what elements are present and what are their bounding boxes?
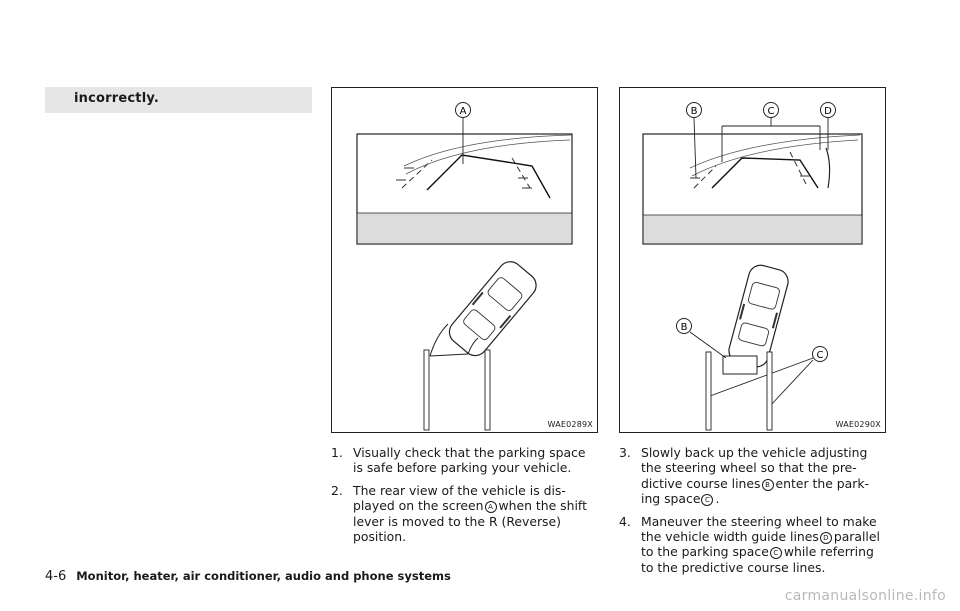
figure-a-illustration — [332, 88, 597, 432]
svg-text:B: B — [680, 322, 688, 333]
svg-text:D: D — [824, 106, 832, 117]
svg-text:C: C — [816, 350, 824, 361]
figure-rear-view-screen — [331, 87, 598, 433]
steps-list-right — [619, 445, 887, 582]
svg-text:A: A — [459, 106, 467, 117]
svg-text:B: B — [690, 106, 698, 117]
step-text: when the shift lever is moved to the R (Reverse) position. — [353, 498, 587, 545]
svg-text:C: C — [767, 106, 775, 117]
step-number: 2. — [331, 482, 343, 498]
callout-badge: B — [762, 479, 774, 491]
step-4 — [619, 514, 887, 576]
callout-badge: C — [770, 547, 782, 559]
steps-list-left — [331, 445, 599, 551]
step-number: 1. — [331, 445, 343, 460]
step-1 — [331, 445, 599, 476]
figure-course-lines — [619, 87, 886, 433]
figure-code: WAE0289X — [547, 420, 593, 429]
figure-b-illustration — [620, 88, 885, 432]
step-3 — [619, 445, 887, 507]
step-text: enter the park- ing space — [641, 475, 869, 507]
step-text: Slowly back up the vehicle adjusting the steering wheel so that the pre- dictive course lines — [641, 445, 868, 491]
step-text: Visually check that the parking space is safe before parking your vehicle. — [353, 445, 586, 476]
step-text: parallel to the parking space — [641, 529, 880, 560]
step-text: Maneuver the steering wheel to make the vehicle width guide lines — [641, 513, 877, 545]
callout-badge: C — [701, 494, 713, 506]
figure-code: WAE0290X — [835, 420, 881, 429]
step-text: while referring to the predictive course lines. — [641, 544, 874, 575]
continuation-text: incorrectly. — [74, 91, 159, 106]
step-number: 3. — [619, 445, 631, 460]
step-2 — [331, 483, 599, 545]
page-number: 4-6 — [45, 569, 67, 584]
step-text: . — [715, 491, 720, 507]
callout-badge: D — [820, 532, 832, 544]
section-title: Monitor, heater, air conditioner, audio and phone systems — [76, 569, 451, 583]
callout-badge: A — [485, 501, 497, 513]
watermark: carmanualsonline.info — [784, 588, 946, 604]
step-number: 4. — [619, 513, 631, 529]
page-footer — [45, 569, 451, 584]
step-text: The rear view of the vehicle is dis- played on the screen — [353, 482, 566, 514]
